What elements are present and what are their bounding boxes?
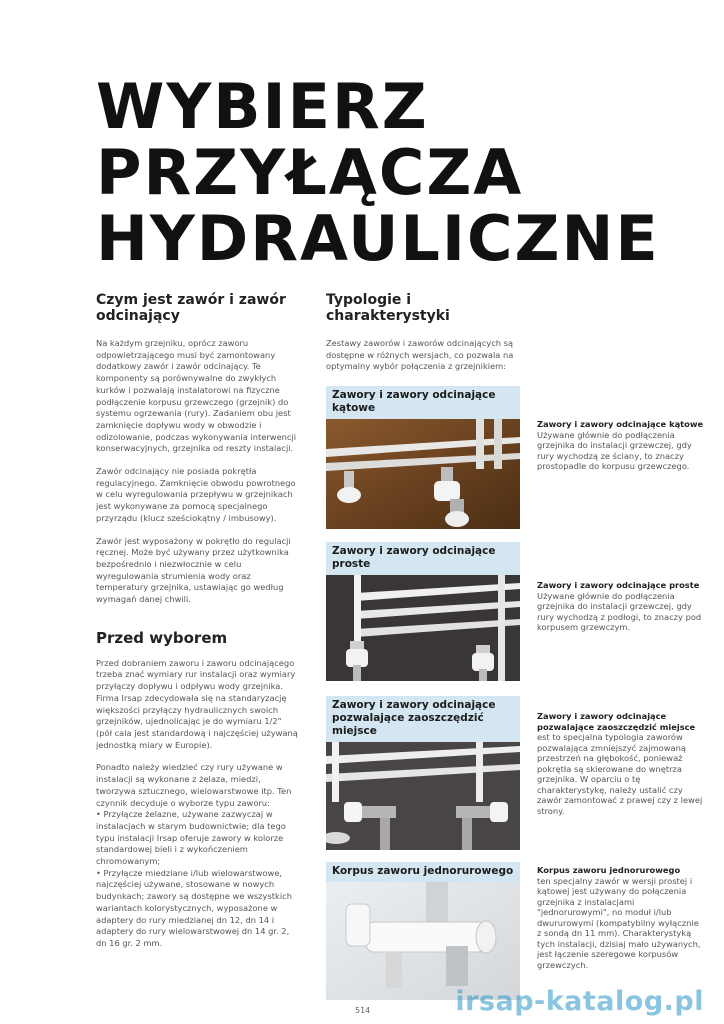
valve-card-monotube — [326, 862, 520, 1000]
valve-card-angled — [326, 386, 520, 529]
paragraph: Zawór odcinający nie posiada pokrętła regulacyjnego. Zamknięcie obwodu powrotnego w celu wyregulowania przepływu w grzejnikach jest wykonywane za pomocą specjalnego przyrządu (klucz sześciokątny / imbusowy). — [96, 466, 296, 523]
card-label: Korpus zaworu jednorurowego — [326, 862, 520, 882]
page-number: 514 — [355, 1006, 371, 1015]
paragraph: Zawór jest wyposażony w pokrętło do regulacji ręcznej. Może być używany przez użytkownika bezpośrednio i niezwłocznie w celu wyregulowania strumienia wody oraz temperatury grzejnika, ustawiając go według wymagań danej chwili. — [96, 535, 291, 605]
section-heading-what-is-valve: Czym jest zawór i zawór odcinający — [96, 292, 286, 324]
title-line-3: HYDRAULICZNE — [96, 202, 660, 275]
paragraph: Przed dobraniem zaworu i zaworu odcinającego trzeba znać wymiary rur instalacji oraz wymiary przyłączy dopływu i odpływu wody grzejnika. Firma Irsap zdecydowała się na standaryzację większości przyłączy hydraulicznych swoich grzejników, ujednolicając je do wymiaru 1/2" (pół cala jest standardową i najczęściej używaną jednostką miary w Europie). — [96, 657, 298, 750]
side-description-straight — [537, 580, 705, 633]
side-heading: Zawory i zawory odcinające pozwalające zaoszczędzić miejsce — [537, 711, 696, 732]
side-description-monotube — [537, 865, 705, 970]
side-heading: Zawory i zawory odcinające proste — [537, 580, 700, 590]
card-label: Zawory i zawory odcinające pozwalające zaoszczędzić miejsce — [326, 696, 520, 742]
side-text: Używane głównie do podłączenia grzejnika do instalacji grzewczej, gdy rury wychodzą ze ściany, to znaczy prostopadle do korpusu grzewczego. — [537, 429, 692, 471]
side-description-angled — [537, 419, 705, 472]
valve-card-space-saving — [326, 696, 520, 850]
page-title — [96, 70, 660, 275]
side-text: Używane głównie do podłączenia grzejnika do instalacji grzewczej, gdy rury wychodzą z podłogi, to znaczy pod korpusem grzewczym. — [537, 590, 702, 632]
paragraph: Ponadto należy wiedzieć czy rury używane w instalacji są wykonane z żelaza, miedzi, tworzywa sztucznego, wielowarstwowe itp. Ten czynnik decyduje o wyborze typu zaworu: — [96, 762, 292, 808]
card-label: Zawory i zawory odcinające proste — [326, 542, 520, 575]
side-heading: Korpus zaworu jednorurowego — [537, 865, 681, 875]
title-line-2: PRZYŁĄCZA — [96, 136, 524, 209]
monotube-valve-photo — [326, 882, 520, 1000]
valve-card-straight — [326, 542, 520, 681]
bullet-item: • Przyłącze żelazne, używane zazwyczaj w instalacjach w starym budownictwie; dla tego typu instalacji Irsap oferuje zawory w kolorze standardowej bieli i z wykończeniem chromowanym; — [96, 809, 286, 867]
space-saving-valve-photo — [326, 742, 520, 850]
side-description-space-saving — [537, 711, 705, 816]
paragraph: Na każdym grzejniku, oprócz zaworu odpowietrzającego musi być zamontowany dodatkowy zawór i zawór odcinający. Te komponenty są porównywalne do zwykłych kurków i pozwalają instalatorowi na fizyczne podłączenie korpusu grzewczego (grzejnik) do systemu ogrzewania (rury). Zadaniem obu jest zamknięcie dopływu wody w obwodzie i odizolowanie, podczas wykonywania interwencji konserwacyjnych, grzejnika od reszty instalacji. — [96, 338, 297, 454]
side-text: ten specjalny zawór w wersji prostej i kątowej jest używany do połączenia grzejnika z instalacjami "jednorurowymi", no moduł i/lub dwururowymi (kompatybilny wyłącznie z sondą dn 11 mm). Charakterystyką tych instalacji, dzisiaj mało używanych, jest łączenie szeregowe korpusów grzewczych. — [537, 875, 701, 970]
middle-column — [326, 292, 522, 373]
section-heading-before-choice: Przed wyborem — [96, 628, 228, 647]
left-column — [96, 292, 298, 950]
section-heading-typologies: Typologie i charakterystyki — [326, 292, 450, 324]
watermark: irsap-katalog.pl — [455, 986, 704, 1017]
side-text: est to specjalna typologia zaworów pozwalająca zmniejszyć zajmowaną przestrzeń na głębokość, ponieważ pokrętła są skierowane do wnętrza grzejnika. W oparciu o tę charakterystykę, należy ustalić czy zawór zamontować z prawej czy z lewej strony. — [537, 732, 703, 816]
intro-paragraph: Zestawy zaworów i zaworów odcinających są dostępne w różnych wersjach, co pozwala na optymalny wybór połączenia z grzejnikiem: — [326, 338, 514, 372]
side-heading: Zawory i zawory odcinające kątowe — [537, 419, 704, 429]
card-label: Zawory i zawory odcinające kątowe — [326, 386, 520, 419]
bullet-item: • Przyłącze miedziane i/lub wielowarstwowe, najczęściej używane, stosowane w nowych budynkach; zawory są dostępne we wszystkich wariantach kolorystycznych, wyposażone w adaptery do rury miedzianej dn 12, dn 14 i adaptery do rury wielowarstwowej dn 14 gr. 2, dn 16 gr. 2 mm. — [96, 867, 292, 948]
angled-valve-photo — [326, 419, 520, 529]
straight-valve-photo — [326, 575, 520, 681]
title-line-1: WYBIERZ — [96, 70, 429, 143]
